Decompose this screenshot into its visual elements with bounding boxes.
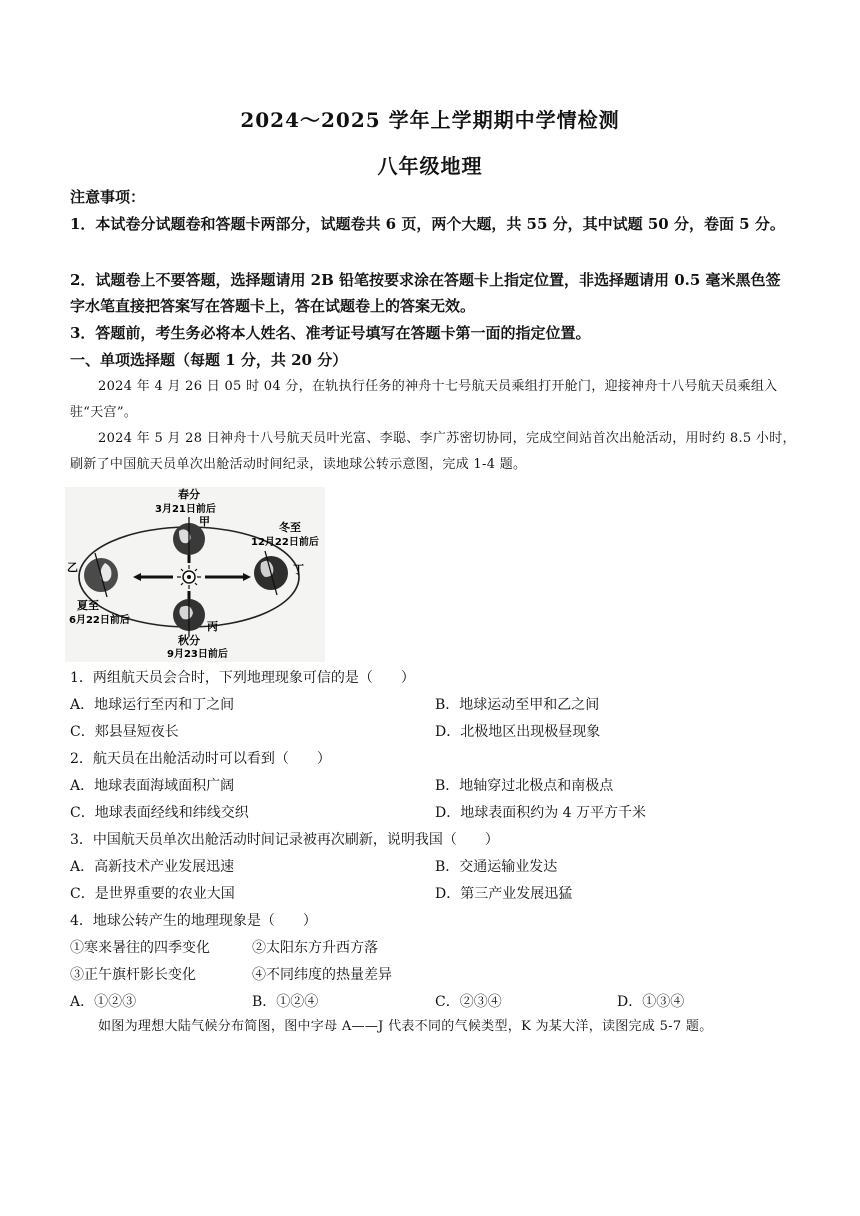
exam-subject: 八年级地理 [377, 154, 483, 178]
question-4-stem: 4．地球公转产生的地理现象是（ ） [70, 913, 317, 929]
label-autumn-date: 9月23日前后 [167, 649, 228, 660]
q4-item-3: ③正午旗杆影长变化 [70, 967, 196, 983]
note-item-1: 1．本试卷分试题卷和答题卡两部分，试题卷共 6 页，两个大题，共 55 分，其中试题 50 分，卷面 5 分。 [70, 215, 785, 233]
q4-option-a[interactable]: A．①②③ [70, 994, 137, 1010]
passage-paragraph-2: 2024 年 5 月 28 日神舟十八号航天员叶光富、李聪、李广苏密切协同，完成空间站首次出舱活动，用时约 8.5 小时，刷新了中国航天员单次出舱活动时间纪录，读地球公转示意图，完成 1-4 题。 [70, 431, 796, 472]
label-winter: 冬至 [279, 521, 301, 534]
exam-title: 2024～2025 学年上学期期中学情检测 [240, 108, 620, 132]
label-summer-date: 6月22日前后 [69, 615, 130, 626]
label-yi: 乙 [67, 561, 78, 574]
earth-revolution-diagram [65, 487, 325, 662]
q2-option-d[interactable]: D．地球表面积约为 4 万平方千米 [435, 805, 647, 821]
label-winter-date: 12月22日前后 [251, 537, 319, 548]
label-bing: 丙 [207, 620, 218, 633]
label-autumn: 秋分 [178, 634, 200, 647]
question-1-stem: 1．两组航天员会合时，下列地理现象可信的是（ ） [70, 670, 415, 686]
label-spring: 春分 [178, 488, 200, 501]
q1-option-a[interactable]: A．地球运行至丙和丁之间 [70, 697, 235, 713]
q2-option-c[interactable]: C．地球表面经线和纬线交织 [70, 805, 249, 821]
label-summer: 夏至 [77, 599, 99, 612]
q2-option-b[interactable]: B．地轴穿过北极点和南极点 [435, 778, 614, 794]
q1-option-c[interactable]: C．郏县昼短夜长 [70, 724, 179, 740]
note-item-2: 2．试题卷上不要答题，选择题请用 2B 铅笔按要求涂在答题卡上指定位置，非选择题请用 0.5 毫米黑色签字水笔直接把答案写在答题卡上，答在试题卷上的答案无效。 [70, 271, 781, 315]
q4-option-d[interactable]: D．①③④ [617, 994, 685, 1010]
q1-option-b[interactable]: B．地球运动至甲和乙之间 [435, 697, 600, 713]
question-2-stem: 2．航天员在出舱活动时可以看到（ ） [70, 751, 331, 767]
q4-option-c[interactable]: C．②③④ [435, 994, 502, 1010]
label-ding: 丁 [293, 563, 304, 576]
q3-option-d[interactable]: D．第三产业发展迅猛 [435, 886, 573, 902]
next-section-intro: 如图为理想大陆气候分布简图，图中字母 A——J 代表不同的气候类型，K 为某大洋，读图完成 5-7 题。 [98, 1019, 713, 1034]
q4-option-b[interactable]: B．①②④ [252, 994, 319, 1010]
q2-option-a[interactable]: A．地球表面海域面积广阔 [70, 778, 235, 794]
label-spring-date: 3月21日前后 [155, 504, 216, 515]
q4-item-4: ④不同纬度的热量差异 [252, 967, 392, 983]
question-3-stem: 3．中国航天员单次出舱活动时间记录被再次刷新，说明我国（ ） [70, 832, 499, 848]
q4-item-2: ②太阳东方升西方落 [252, 940, 378, 956]
q1-option-d[interactable]: D．北极地区出现极昼现象 [435, 724, 601, 740]
section-heading: 一、单项选择题（每题 1 分，共 20 分） [70, 351, 348, 369]
note-item-3: 3．答题前，考生务必将本人姓名、准考证号填写在答题卡第一面的指定位置。 [70, 324, 591, 342]
q3-option-a[interactable]: A．高新技术产业发展迅速 [70, 859, 235, 875]
q3-option-c[interactable]: C．是世界重要的农业大国 [70, 886, 235, 902]
passage-paragraph-1: 2024 年 4 月 26 日 05 时 04 分，在轨执行任务的神舟十七号航天员乘组打开舱门，迎接神舟十八号航天员乘组入驻“天宫”。 [70, 379, 778, 420]
label-jia: 甲 [199, 515, 210, 528]
q4-item-1: ①寒来暑往的四季变化 [70, 940, 210, 956]
notes-heading: 注意事项： [70, 188, 146, 206]
q3-option-b[interactable]: B．交通运输业发达 [435, 859, 558, 875]
